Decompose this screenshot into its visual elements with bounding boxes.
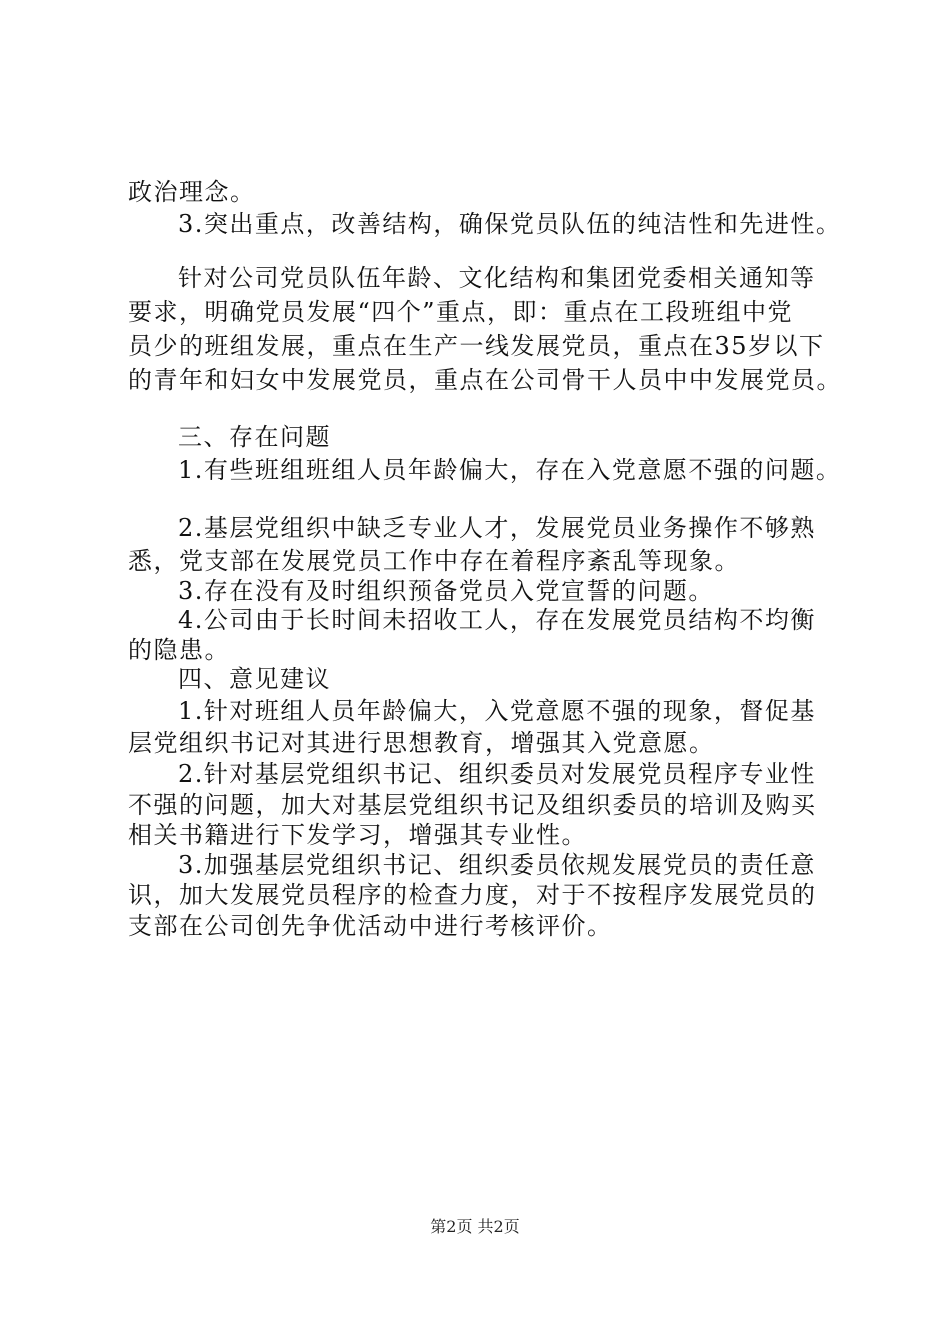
body-line: 相关书籍进行下发学习，增强其专业性。: [128, 821, 587, 849]
page-footer: 第2页 共2页: [430, 1217, 520, 1236]
body-line: 3.突出重点，改善结构，确保党员队伍的纯洁性和先进性。: [178, 210, 842, 238]
body-line: 层党组织书记对其进行思想教育，增强其入党意愿。: [128, 729, 715, 757]
body-line: 2.针对基层党组织书记、组织委员对发展党员程序专业性: [178, 760, 816, 788]
body-line: 不强的问题，加大对基层党组织书记及组织委员的培训及购买: [128, 791, 817, 819]
body-line: 的青年和妇女中发展党员，重点在公司骨干人员中中发展党员。: [128, 366, 842, 394]
body-line: 2.基层党组织中缺乏专业人才，发展党员业务操作不够熟: [178, 514, 816, 542]
section-heading: 四、意见建议: [178, 665, 331, 693]
body-line: 1.有些班组班组人员年龄偏大，存在入党意愿不强的问题。: [178, 456, 842, 484]
body-line: 悉，党支部在发展党员工作中存在着程序紊乱等现象。: [128, 547, 740, 575]
body-line: 政治理念。: [128, 178, 256, 206]
body-line: 4.公司由于长时间未招收工人，存在发展党员结构不均衡: [178, 606, 816, 634]
section-heading: 三、存在问题: [178, 423, 331, 451]
body-line: 3.加强基层党组织书记、组织委员依规发展党员的责任意: [178, 851, 816, 879]
body-line: 3.存在没有及时组织预备党员入党宣誓的问题。: [178, 577, 714, 605]
body-line: 识，加大发展党员程序的检查力度，对于不按程序发展党员的: [128, 881, 817, 909]
body-line: 针对公司党员队伍年龄、文化结构和集团党委相关通知等: [178, 264, 816, 292]
body-line: 支部在公司创先争优活动中进行考核评价。: [128, 912, 613, 940]
body-line: 要求，明确党员发展“四个”重点，即：重点在工段班组中党: [128, 298, 794, 326]
body-line: 1.针对班组人员年龄偏大，入党意愿不强的现象，督促基: [178, 697, 816, 725]
body-line: 员少的班组发展，重点在生产一线发展党员，重点在35岁以下: [128, 332, 825, 360]
body-line: 的隐患。: [128, 636, 230, 664]
